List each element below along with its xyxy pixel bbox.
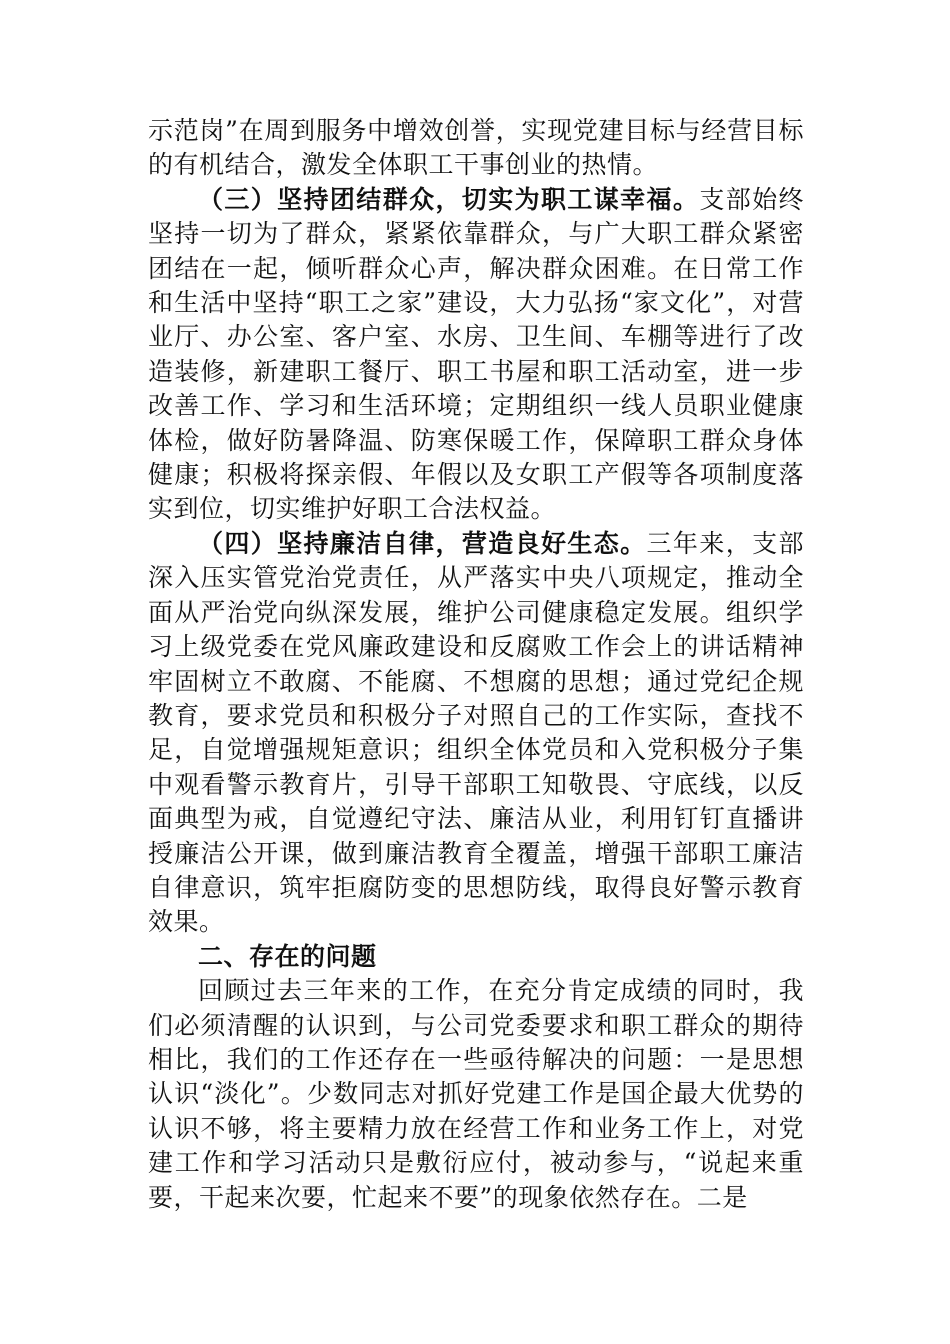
paragraph-lead-unite-masses: （三）坚持团结群众，切实为职工谋幸福。 xyxy=(198,184,700,214)
paragraph-body-integrity: 三年来，支部深入压实管党治党责任，从严落实中央八项规定，推动全面从严治党向纵深发展，维护公司健康稳定发展。组织学习上级党委在党风廉政建设和反腐败工作会上的讲话精神牢固树立不敢腐、不能腐、不想腐的思想；通过党纪企规教育，要求党员和积极分子对照自己的工作实际，查找不足，自觉增强规矩意识；组织全体党员和入党积极分子集中观看警示教育片，引导干部职工知敬畏、守底线，以反面典型为戒，自觉遵纪守法、廉洁从业，利用钉钉直播讲授廉洁公开课，做到廉洁教育全覆盖，增强干部职工廉洁自律意识，筑牢拒腐防变的思想防线，取得良好警示教育效果。 xyxy=(148,528,804,937)
paragraph-unite-masses xyxy=(148,183,804,527)
document-page xyxy=(148,114,804,1215)
paragraph-lead-integrity: （四）坚持廉洁自律，营造良好生态。 xyxy=(198,528,647,558)
paragraph-body-unite-masses: 支部始终坚持一切为了群众，紧紧依靠群众，与广大职工群众紧密团结在一起，倾听群众心声，解决群众困难。在日常工作和生活中坚持“职工之家”建设，大力弘扬“家文化”，对营业厅、办公室、客户室、水房、卫生间、车棚等进行了改造装修，新建职工餐厅、职工书屋和职工活动室，进一步改善工作、学习和生活环境；定期组织一线人员职业健康体检，做好防暑降温、防寒保暖工作，保障职工群众身体健康；积极将探亲假、年假以及女职工产假等各项制度落实到位，切实维护好职工合法权益。 xyxy=(148,184,804,524)
paragraph-integrity xyxy=(148,527,804,940)
section-heading-problems: 二、存在的问题 xyxy=(198,941,377,971)
paragraph-continuation: 示范岗”在周到服务中增效创誉，实现党建目标与经营目标的有机结合，激发全体职工干事创业的热情。 xyxy=(148,116,804,180)
paragraph-problems: 回顾过去三年来的工作，在充分肯定成绩的同时，我们必须清醒的认识到，与公司党委要求和职工群众的期待相比，我们的工作还存在一些亟待解决的问题：一是思想认识“淡化”。少数同志对抓好党建工作是国企最大优势的认识不够，将主要精力放在经营工作和业务工作上，对党建工作和学习活动只是敷衍应付，被动参与，“说起来重要，干起来次要，忙起来不要”的现象依然存在。二是 xyxy=(148,976,804,1212)
